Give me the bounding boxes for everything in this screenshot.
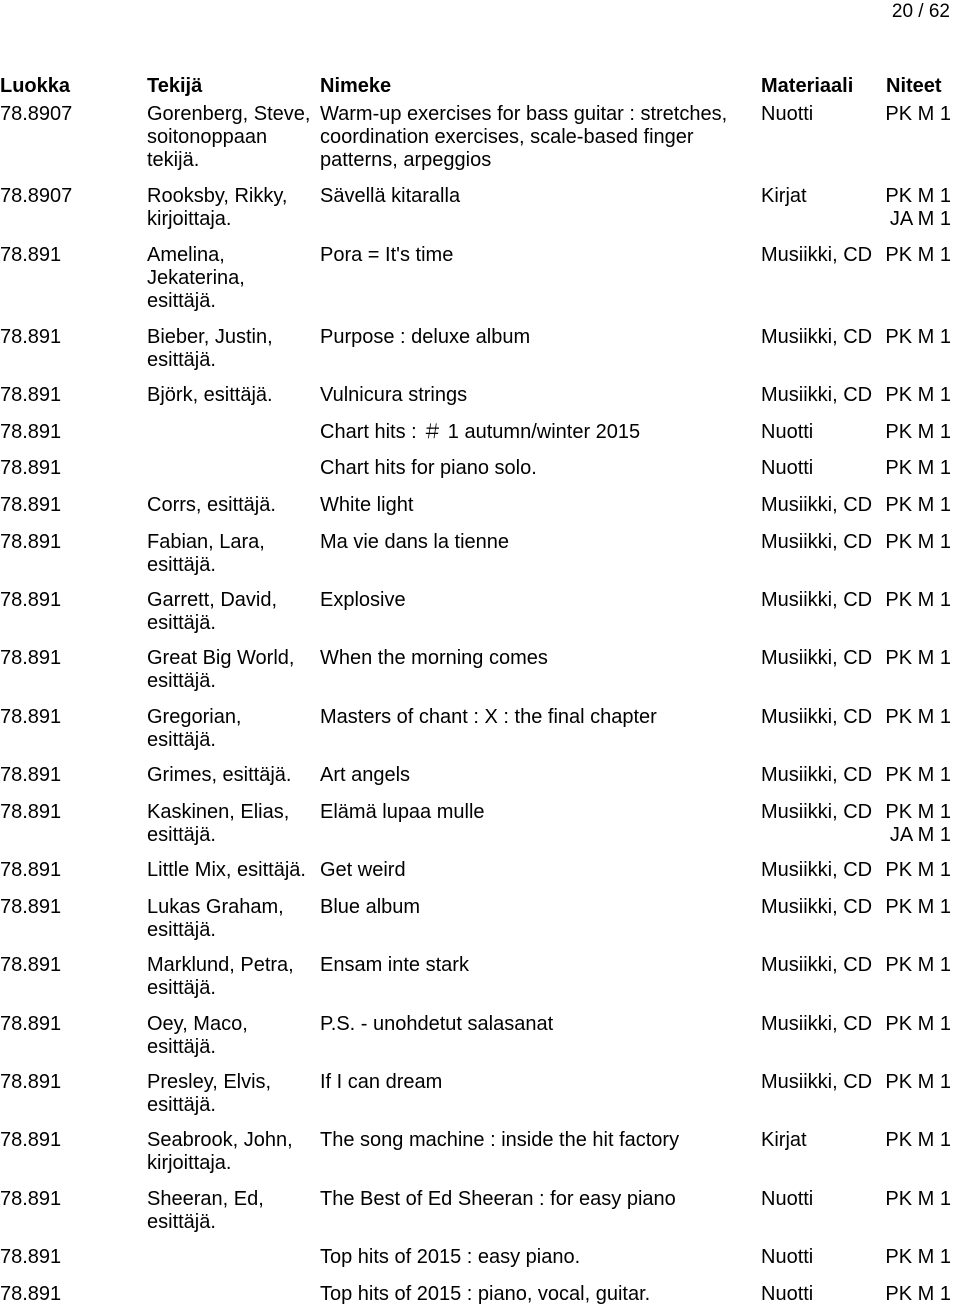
cell-nimeke: Warm-up exercises for bass guitar : stretches, <box>320 103 728 125</box>
cell-tekija: Seabrook, John, <box>147 1129 293 1151</box>
cell-tekija: Gorenberg, Steve, <box>147 103 311 125</box>
cell-materiaali: Nuotti <box>761 1246 814 1268</box>
cell-tekija: Corrs, esittäjä. <box>147 494 276 516</box>
cell-tekija: Great Big World, <box>147 647 295 669</box>
cell-tekija: esittäjä. <box>147 670 216 692</box>
cell-niteet: PK M 1 <box>885 457 951 479</box>
cell-niteet: PK M 1 <box>885 859 951 881</box>
cell-materiaali: Musiikki, CD <box>761 647 873 669</box>
cell-luokka: 78.891 <box>0 384 62 406</box>
cell-nimeke: Explosive <box>320 589 406 611</box>
cell-luokka: 78.891 <box>0 706 62 728</box>
cell-niteet: PK M 1 <box>885 244 951 266</box>
cell-materiaali: Musiikki, CD <box>761 1013 873 1035</box>
cell-nimeke: Chart hits : ＃ 1 autumn/winter 2015 <box>320 421 641 443</box>
cell-tekija: Fabian, Lara, <box>147 531 265 553</box>
cell-luokka: 78.891 <box>0 896 62 918</box>
cell-luokka: 78.891 <box>0 1188 62 1210</box>
cell-materiaali: Nuotti <box>761 103 814 125</box>
cell-materiaali: Musiikki, CD <box>761 589 873 611</box>
cell-tekija: Gregorian, <box>147 706 242 728</box>
cell-tekija: esittäjä. <box>147 824 216 846</box>
cell-materiaali: Musiikki, CD <box>761 384 873 406</box>
cell-materiaali: Musiikki, CD <box>761 706 873 728</box>
cell-nimeke: The Best of Ed Sheeran : for easy piano <box>320 1188 676 1210</box>
cell-luokka: 78.891 <box>0 531 62 553</box>
cell-luokka: 78.891 <box>0 589 62 611</box>
cell-tekija: esittäjä. <box>147 1036 216 1058</box>
cell-niteet: JA M 1 <box>889 208 951 230</box>
cell-luokka: 78.891 <box>0 244 62 266</box>
header-materiaali: Materiaali <box>761 75 854 97</box>
cell-nimeke: Chart hits for piano solo. <box>320 457 537 479</box>
cell-niteet: PK M 1 <box>885 1246 951 1268</box>
cell-tekija: kirjoittaja. <box>147 208 232 230</box>
cell-materiaali: Nuotti <box>761 1283 814 1305</box>
cell-tekija: soitonoppaan <box>147 126 268 148</box>
cell-materiaali: Musiikki, CD <box>761 1071 873 1093</box>
cell-tekija: esittäjä. <box>147 1211 216 1233</box>
cell-materiaali: Musiikki, CD <box>761 801 873 823</box>
cell-niteet: PK M 1 <box>885 1013 951 1035</box>
page-number: 20 / 62 <box>891 1 950 22</box>
cell-materiaali: Musiikki, CD <box>761 244 873 266</box>
cell-materiaali: Musiikki, CD <box>761 494 873 516</box>
cell-niteet: PK M 1 <box>885 185 951 207</box>
cell-niteet: PK M 1 <box>885 1283 951 1305</box>
cell-niteet: PK M 1 <box>885 326 951 348</box>
cell-nimeke: P.S. - unohdetut salasanat <box>320 1013 554 1035</box>
cell-tekija: esittäjä. <box>147 1094 216 1116</box>
cell-materiaali: Musiikki, CD <box>761 531 873 553</box>
cell-tekija: Little Mix, esittäjä. <box>147 859 306 881</box>
cell-tekija: Lukas Graham, <box>147 896 284 918</box>
cell-niteet: PK M 1 <box>885 1071 951 1093</box>
cell-nimeke: Vulnicura strings <box>320 384 468 406</box>
cell-nimeke: patterns, arpeggios <box>320 149 492 171</box>
cell-luokka: 78.891 <box>0 859 62 881</box>
cell-nimeke: The song machine : inside the hit factory <box>320 1129 680 1151</box>
cell-luokka: 78.891 <box>0 421 62 443</box>
cell-tekija: esittäjä. <box>147 290 216 312</box>
cell-tekija: Amelina, <box>147 244 225 266</box>
cell-tekija: kirjoittaja. <box>147 1152 232 1174</box>
cell-materiaali: Kirjat <box>761 1129 807 1151</box>
cell-nimeke: Top hits of 2015 : piano, vocal, guitar. <box>320 1283 651 1305</box>
cell-niteet: PK M 1 <box>885 706 951 728</box>
cell-nimeke: Art angels <box>320 764 411 786</box>
cell-luokka: 78.891 <box>0 647 62 669</box>
cell-niteet: PK M 1 <box>885 954 951 976</box>
cell-tekija: Sheeran, Ed, <box>147 1188 264 1210</box>
cell-materiaali: Nuotti <box>761 457 814 479</box>
cell-luokka: 78.891 <box>0 326 62 348</box>
cell-tekija: Garrett, David, <box>147 589 278 611</box>
cell-luokka: 78.891 <box>0 1071 62 1093</box>
cell-luokka: 78.891 <box>0 1129 62 1151</box>
cell-luokka: 78.891 <box>0 764 62 786</box>
header-nimeke: Nimeke <box>320 75 392 97</box>
cell-nimeke: Purpose : deluxe album <box>320 326 531 348</box>
cell-materiaali: Musiikki, CD <box>761 896 873 918</box>
cell-luokka: 78.891 <box>0 494 62 516</box>
cell-luokka: 78.891 <box>0 457 62 479</box>
cell-tekija: Björk, esittäjä. <box>147 384 273 406</box>
cell-nimeke: Ma vie dans la tienne <box>320 531 510 553</box>
cell-materiaali: Musiikki, CD <box>761 326 873 348</box>
cell-tekija: esittäjä. <box>147 349 216 371</box>
cell-niteet: PK M 1 <box>885 764 951 786</box>
cell-luokka: 78.891 <box>0 954 62 976</box>
cell-nimeke: Top hits of 2015 : easy piano. <box>320 1246 581 1268</box>
cell-luokka: 78.8907 <box>0 185 73 207</box>
cell-nimeke: Blue album <box>320 896 421 918</box>
cell-niteet: PK M 1 <box>885 103 951 125</box>
header-tekija: Tekijä <box>147 75 203 97</box>
cell-nimeke: Ensam inte stark <box>320 954 469 976</box>
cell-materiaali: Musiikki, CD <box>761 859 873 881</box>
cell-tekija: Presley, Elvis, <box>147 1071 272 1093</box>
cell-materiaali: Nuotti <box>761 1188 814 1210</box>
cell-tekija: Jekaterina, <box>147 267 245 289</box>
cell-materiaali: Musiikki, CD <box>761 954 873 976</box>
cell-niteet: PK M 1 <box>885 589 951 611</box>
cell-luokka: 78.891 <box>0 1283 62 1305</box>
cell-nimeke: Sävellä kitaralla <box>320 185 461 207</box>
cell-luokka: 78.891 <box>0 1013 62 1035</box>
cell-materiaali: Kirjat <box>761 185 807 207</box>
cell-tekija: Grimes, esittäjä. <box>147 764 292 786</box>
cell-nimeke: coordination exercises, scale-based finger <box>320 126 694 148</box>
cell-tekija: Oey, Maco, <box>147 1013 248 1035</box>
cell-tekija: esittäjä. <box>147 729 216 751</box>
cell-niteet: PK M 1 <box>885 531 951 553</box>
cell-nimeke: Pora = It's time <box>320 244 454 266</box>
cell-luokka: 78.8907 <box>0 103 73 125</box>
cell-nimeke: Masters of chant : X : the final chapter <box>320 706 657 728</box>
cell-tekija: esittäjä. <box>147 919 216 941</box>
header-luokka: Luokka <box>0 75 71 97</box>
cell-tekija: tekijä. <box>147 149 200 171</box>
cell-niteet: PK M 1 <box>885 647 951 669</box>
cell-nimeke: White light <box>320 494 414 516</box>
cell-tekija: esittäjä. <box>147 612 216 634</box>
cell-tekija: Marklund, Petra, <box>147 954 294 976</box>
cell-nimeke: Get weird <box>320 859 406 881</box>
cell-nimeke: If I can dream <box>320 1071 443 1093</box>
cell-niteet: PK M 1 <box>885 1188 951 1210</box>
cell-niteet: PK M 1 <box>885 1129 951 1151</box>
cell-tekija: Bieber, Justin, <box>147 326 273 348</box>
cell-tekija: Kaskinen, Elias, <box>147 801 290 823</box>
cell-niteet: PK M 1 <box>885 801 951 823</box>
header-niteet: Niteet <box>886 75 942 97</box>
cell-materiaali: Nuotti <box>761 421 814 443</box>
cell-niteet: PK M 1 <box>885 421 951 443</box>
cell-materiaali: Musiikki, CD <box>761 764 873 786</box>
cell-niteet: PK M 1 <box>885 384 951 406</box>
cell-tekija: esittäjä. <box>147 977 216 999</box>
cell-niteet: JA M 1 <box>889 824 951 846</box>
cell-niteet: PK M 1 <box>885 896 951 918</box>
cell-nimeke: When the morning comes <box>320 647 548 669</box>
cell-nimeke: Elämä lupaa mulle <box>320 801 485 823</box>
cell-tekija: esittäjä. <box>147 554 216 576</box>
cell-niteet: PK M 1 <box>885 494 951 516</box>
cell-luokka: 78.891 <box>0 1246 62 1268</box>
cell-tekija: Rooksby, Rikky, <box>147 185 288 207</box>
cell-luokka: 78.891 <box>0 801 62 823</box>
